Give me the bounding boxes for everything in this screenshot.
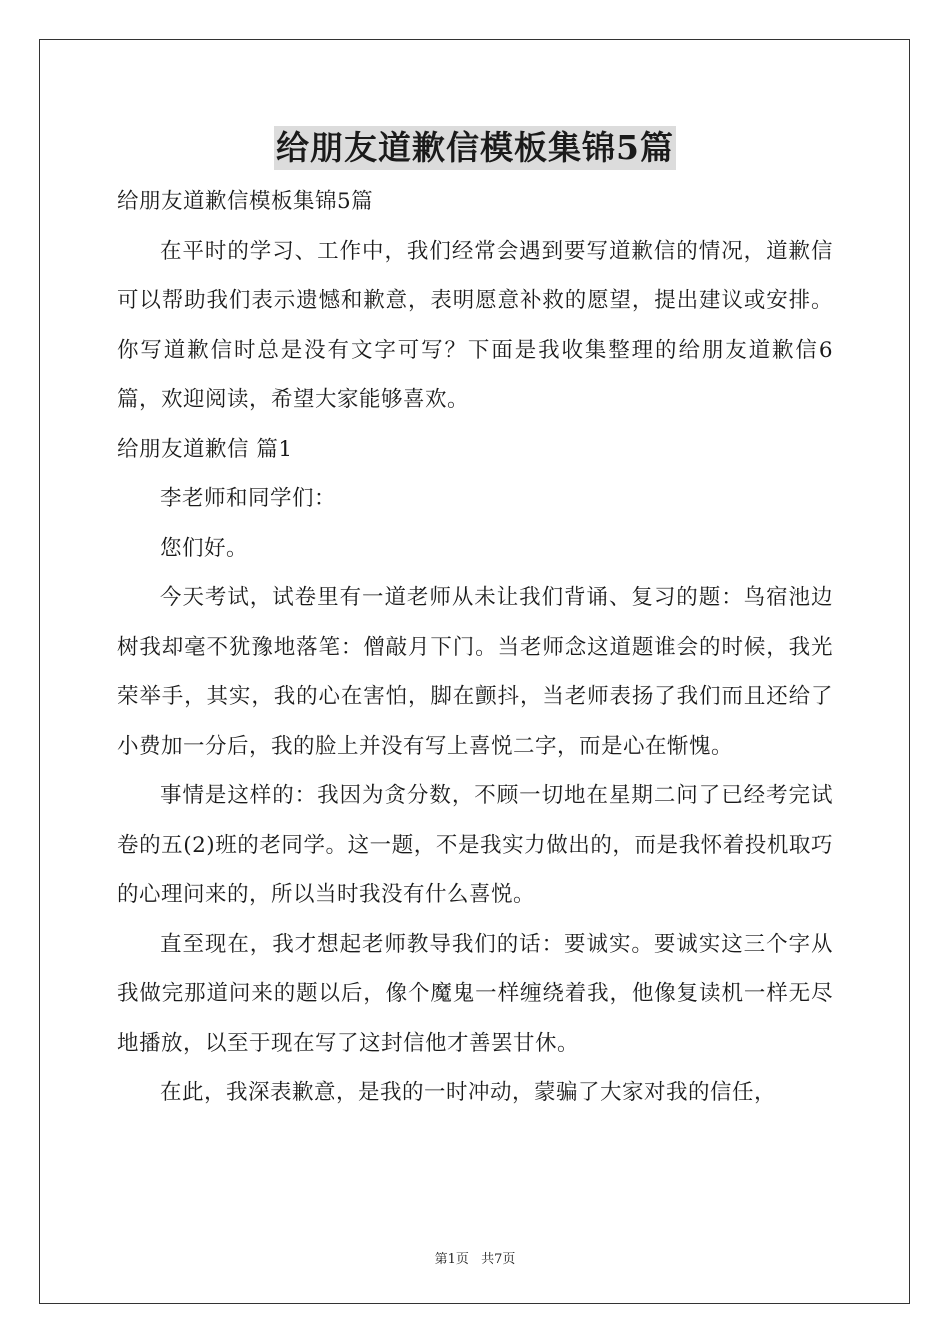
- document-title: 给朋友道歉信模板集锦5篇: [274, 126, 676, 170]
- document-subtitle: 给朋友道歉信模板集锦5篇: [117, 189, 374, 214]
- page-total: 共7页: [481, 1252, 516, 1267]
- letter-paragraph: 直至现在，我才想起老师教导我们的话：要诚实。要诚实这三个字从我做完那道问来的题以后，像个魔鬼一样缠绕着我，他像复读机一样无尽地播放，以至于现在写了这封信他才善罢甘休。: [117, 931, 833, 1056]
- intro-paragraph: 在平时的学习、工作中，我们经常会遇到要写道歉信的情况，道歉信可以帮助我们表示遗憾和歉意，表明愿意补救的愿望，提出建议或安排。你写道歉信时总是没有文字可写？下面是我收集整理的给朋友道歉信6篇，欢迎阅读，希望大家能够喜欢。: [117, 238, 833, 412]
- letter-paragraph: 事情是这样的：我因为贪分数，不顾一切地在星期二问了已经考完试卷的五(2)班的老同学。这一题，不是我实力做出的，而是我怀着投机取巧的心理问来的，所以当时我没有什么喜悦。: [117, 783, 833, 907]
- letter-paragraph: 在此，我深表歉意，是我的一时冲动，蒙骗了大家对我的信任，: [160, 1080, 777, 1105]
- page-number: 第1页: [434, 1252, 469, 1267]
- letter-salutation: 李老师和同学们：: [160, 486, 337, 511]
- letter-paragraph: 今天考试，试卷里有一道老师从未让我们背诵、复习的题：鸟宿池边树我却毫不犹豫地落笔：僧敲月下门。当老师念这道题谁会的时候，我光荣举手，其实，我的心在害怕，脚在颤抖，当老师表扬了我们而且还给了小费加一分后，我的脸上并没有写上喜悦二字，而是心在惭愧。: [117, 585, 833, 759]
- section-heading: 给朋友道歉信 篇1: [117, 436, 293, 462]
- letter-greeting: 您们好。: [160, 535, 249, 561]
- document-body: [117, 177, 833, 1118]
- title-wrap: [0, 126, 950, 170]
- page-footer: [0, 1248, 950, 1267]
